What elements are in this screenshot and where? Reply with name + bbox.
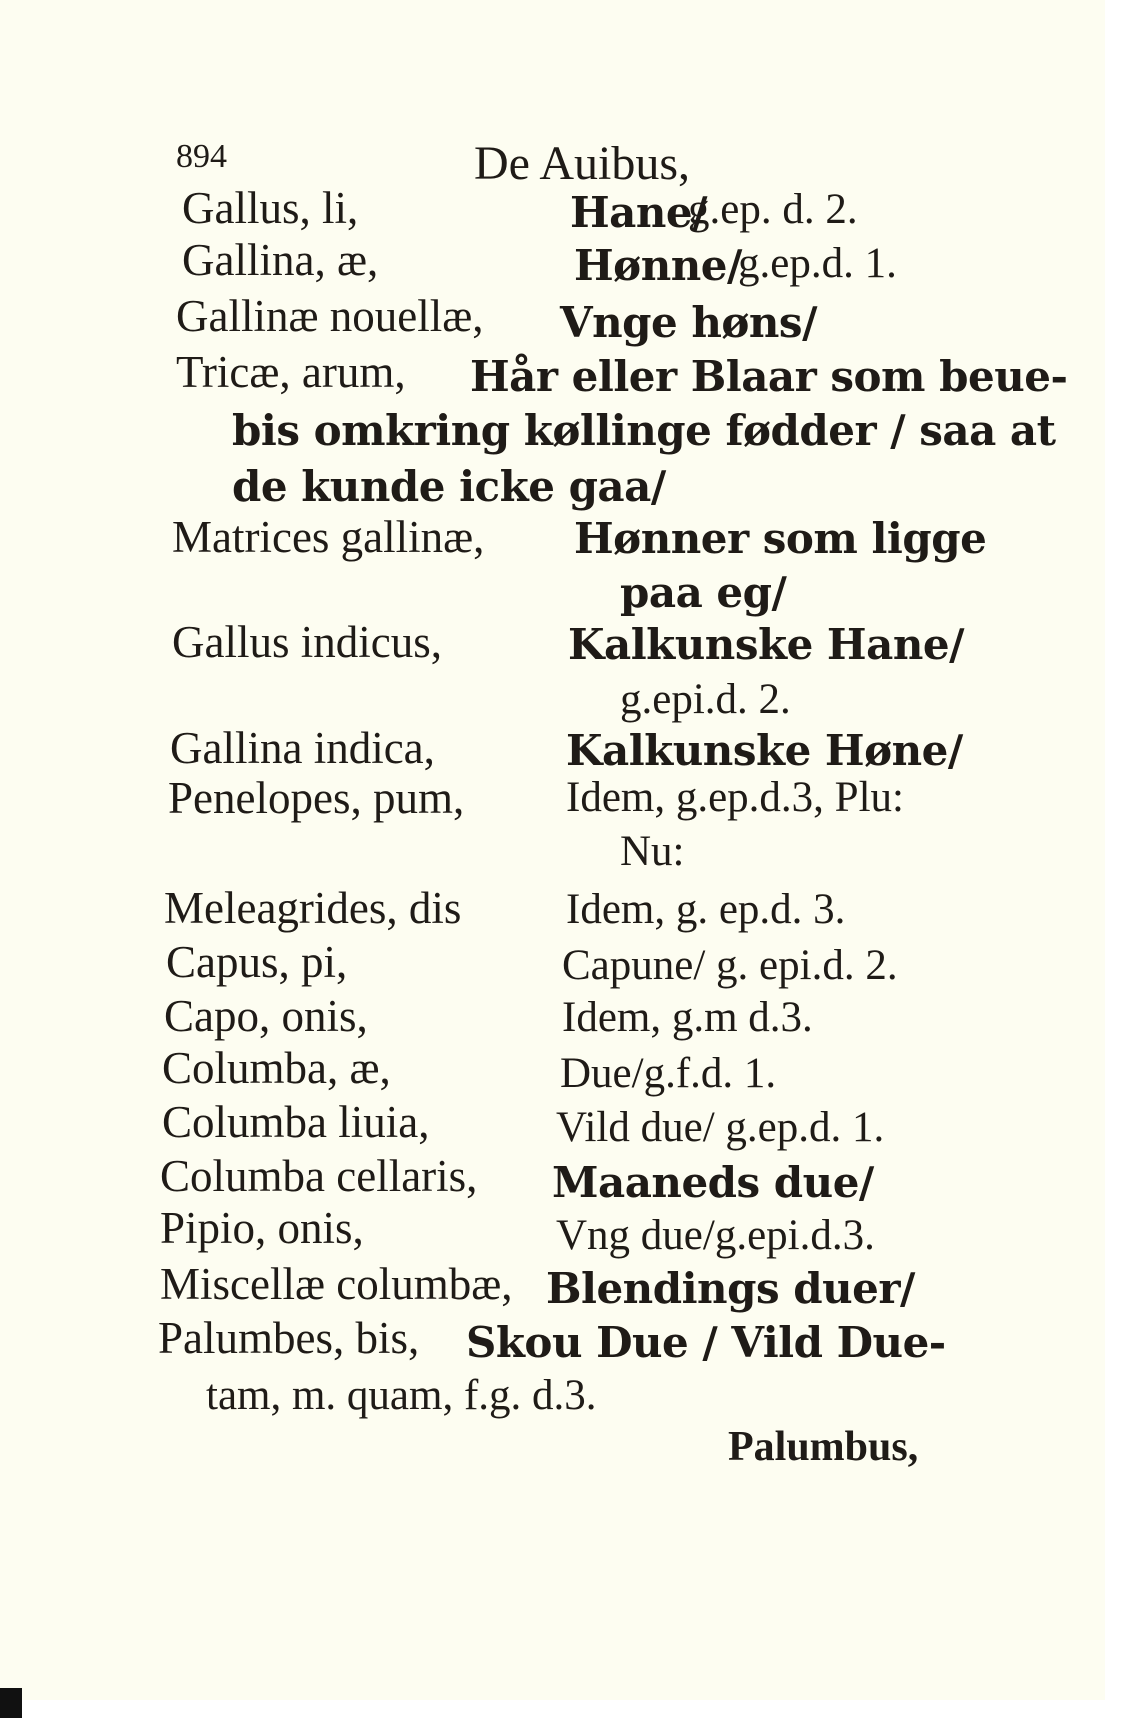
entry-latin: Miscellæ columbæ,	[160, 1259, 513, 1309]
entry-danish: Hønner som ligge	[574, 514, 987, 563]
entry-danish: Skou Due / Vild Due-	[466, 1318, 946, 1367]
entry-danish: Due/g.f.d. 1.	[560, 1050, 777, 1097]
entry-latin: Tricæ, arum,	[176, 347, 406, 397]
entry-danish: Vnge høns/	[560, 298, 817, 347]
entry-latin: Capus, pi,	[166, 937, 348, 987]
entry-latin: Palumbes, bis,	[158, 1313, 420, 1363]
entry-danish-continued: paa eg/	[620, 568, 787, 617]
entry-danish: Vng due/g.epi.d.3.	[556, 1212, 875, 1259]
entry-danish-continued: de kunde icke gaa/	[232, 462, 666, 511]
entry-danish: Hår eller Blaar som beue-	[470, 352, 1068, 401]
scan-corner-mark	[0, 1688, 22, 1718]
entry-latin: Meleagrides, dis	[164, 883, 462, 933]
entry-danish: Idem, g.ep.d.3, Plu:	[566, 774, 904, 821]
entry-danish: Hønne/	[574, 241, 742, 290]
page-number: 894	[176, 138, 227, 175]
entry-latin: Gallinæ nouellæ,	[176, 291, 484, 341]
entry-grammar: g.epi.d. 2.	[620, 676, 791, 723]
entry-latin: Gallus, li,	[182, 183, 359, 233]
entry-latin: Penelopes, pum,	[168, 773, 465, 823]
entry-danish-continued: bis omkring køllinge fødder / saa at	[232, 406, 1056, 455]
entry-latin: Pipio, onis,	[160, 1203, 364, 1253]
entry-danish: Hane/	[570, 188, 707, 237]
scan-margin-right	[1105, 0, 1128, 1718]
entry-danish: Kalkunske Høne/	[566, 726, 963, 775]
entry-latin: Gallina indica,	[170, 723, 435, 773]
entry-latin: Columba liuia,	[162, 1097, 430, 1147]
entry-danish: Capune/ g. epi.d. 2.	[562, 942, 898, 989]
entry-danish: Maaneds due/	[552, 1158, 874, 1207]
entry-latin: Gallina, æ,	[182, 235, 379, 285]
entry-grammar: g.ep.d. 1.	[738, 240, 897, 287]
entry-grammar: tam, m. quam, f.g. d.3.	[206, 1372, 597, 1419]
entry-danish: Blendings duer/	[546, 1264, 915, 1313]
entry-danish: Vild due/ g.ep.d. 1.	[556, 1104, 885, 1151]
entry-grammar: g.ep. d. 2.	[688, 186, 858, 233]
scan-margin-bottom	[0, 1700, 1128, 1718]
entry-latin: Matrices gallinæ,	[172, 512, 485, 562]
entry-latin: Columba cellaris,	[160, 1151, 478, 1201]
entry-danish: Idem, g.m d.3.	[562, 994, 813, 1041]
catchword: Palumbus,	[728, 1424, 919, 1470]
page-title: De Auibus,	[474, 137, 690, 190]
entry-danish: Idem, g. ep.d. 3.	[566, 886, 846, 933]
entry-latin: Columba, æ,	[162, 1043, 391, 1093]
entry-latin: Gallus indicus,	[172, 617, 442, 667]
entry-latin: Capo, onis,	[164, 991, 368, 1041]
entry-grammar: Nu:	[620, 828, 685, 875]
entry-danish: Kalkunske Hane/	[568, 620, 964, 669]
